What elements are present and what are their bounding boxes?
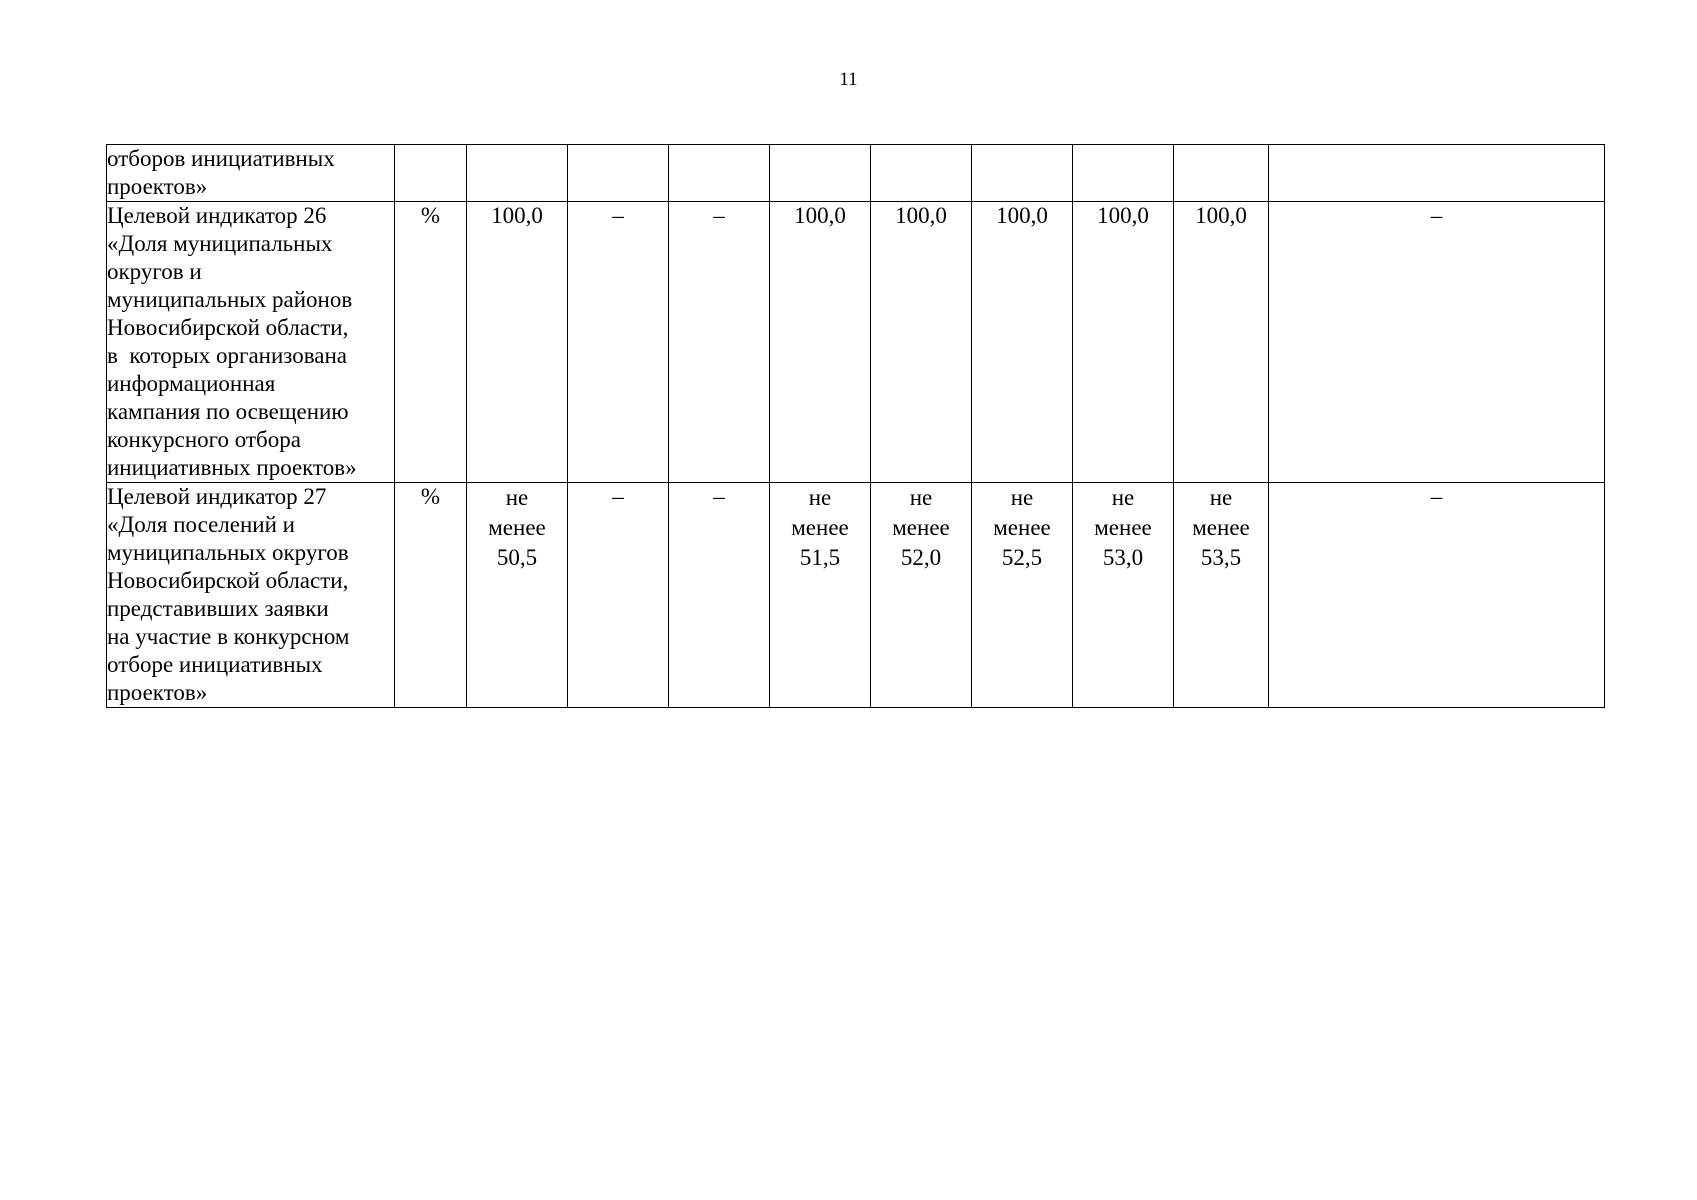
value-cell: – (568, 483, 669, 708)
value-cell: – (669, 483, 770, 708)
note-cell: – (1269, 202, 1605, 483)
value-cell (467, 145, 568, 202)
table-row (107, 483, 1605, 708)
value-cell: не менее 50,5 (467, 483, 568, 708)
value-cell: не менее 53,5 (1174, 483, 1269, 708)
unit-cell: % (395, 202, 467, 483)
value-cell: не менее 53,0 (1073, 483, 1174, 708)
value-cell: 100,0 (871, 202, 972, 483)
table-row (107, 202, 1605, 483)
value-cell: не менее 52,5 (972, 483, 1073, 708)
value-cell (1073, 145, 1174, 202)
note-cell (1269, 145, 1605, 202)
value-cell: 100,0 (1073, 202, 1174, 483)
value-cell: не менее 51,5 (770, 483, 871, 708)
value-cell: 100,0 (770, 202, 871, 483)
note-cell: – (1269, 483, 1605, 708)
value-cell: 100,0 (467, 202, 568, 483)
indicator-name-cell: Целевой индикатор 27 «Доля поселений и муниципальных округов Новосибирской области, представивших заявки на участие в конкурсном отборе инициативных проектов» (107, 483, 395, 708)
value-cell: – (669, 202, 770, 483)
value-cell (972, 145, 1073, 202)
indicator-name-cell: отборов инициативных проектов» (107, 145, 395, 202)
unit-cell (395, 145, 467, 202)
table-row (107, 145, 1605, 202)
value-cell: не менее 52,0 (871, 483, 972, 708)
value-cell (669, 145, 770, 202)
value-cell (1174, 145, 1269, 202)
value-cell (568, 145, 669, 202)
unit-cell: % (395, 483, 467, 708)
value-cell (871, 145, 972, 202)
value-cell (770, 145, 871, 202)
indicators-table (106, 144, 1605, 708)
value-cell: – (568, 202, 669, 483)
value-cell: 100,0 (1174, 202, 1269, 483)
indicator-name-cell: Целевой индикатор 26 «Доля муниципальных округов и муниципальных районов Новосибирской области, в которых организована информационная кампания по освещению конкурсного отбора инициативных проектов» (107, 202, 395, 483)
value-cell: 100,0 (972, 202, 1073, 483)
page-number: 11 (839, 69, 858, 90)
